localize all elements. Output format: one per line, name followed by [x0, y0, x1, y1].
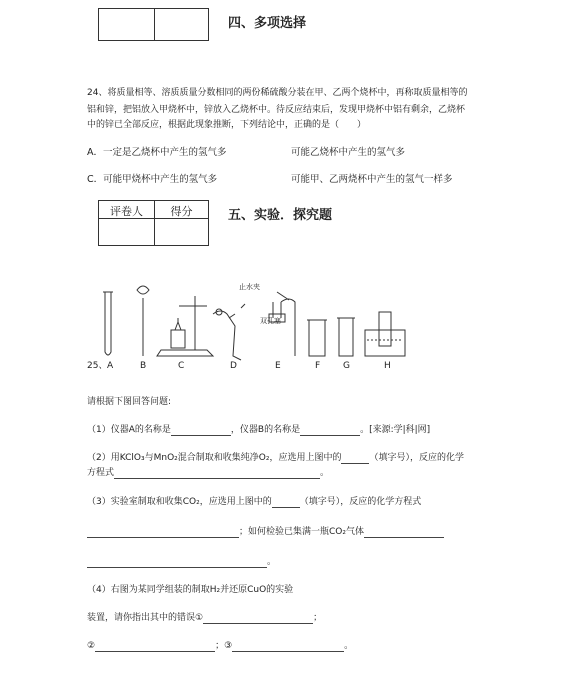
q24-option-c[interactable]: C．可能甲烧杯中产生的氢气多 [87, 174, 218, 185]
q24-line-1: 24、将质量相等、溶质质量分数相同的两份稀硫酸分装在甲、乙两个烧杯中，再称取质量相等的 [87, 88, 468, 98]
section-5-title: 五、实验．探究题 [228, 208, 333, 223]
q25-p1-text-a: （1）仪器A的名称是 [87, 425, 171, 435]
q25-p4-blank-1[interactable] [203, 613, 313, 624]
q25-p1-text-c: 。[来源:学|科|网] [360, 425, 431, 435]
q24-option-d[interactable]: 可能甲、乙两烧杯中产生的氢气一样多 [291, 174, 453, 185]
apparatus-label-h: H [384, 361, 391, 371]
top-score-box-divider [154, 9, 155, 40]
q25-p3-blank-a[interactable] [272, 497, 300, 508]
q24-line-2: 铝和锌，把铝放入甲烧杯中，锌放入乙烧杯中。待反应结束后，发现甲烧杯中铝有剩余，乙烧杯 [87, 105, 466, 115]
q25-p3-text-b: （填字号），反应的化学方程式 [299, 497, 422, 507]
q25-part-3-line-3 [87, 557, 276, 568]
q25-p4-text-e: ；③ [215, 641, 233, 651]
q25-p3-text-c: ；如何检验已集满一瓶CO₂气体 [239, 527, 364, 537]
q25-prefix: 25、 [87, 361, 108, 371]
q25-intro: 请根据下图回答问题: [87, 397, 172, 407]
q25-part-2-line-1 [87, 453, 464, 464]
q25-part-3-line-2 [87, 527, 444, 538]
q25-p4-text-b: 装置，请你指出其中的错误① [87, 613, 204, 623]
apparatus-h-trough [365, 312, 405, 356]
q25-p4-text-f: 。 [344, 641, 354, 651]
q25-part-1 [87, 425, 430, 436]
q25-part-4-line-2 [87, 613, 322, 624]
q25-p4-blank-2[interactable] [95, 641, 215, 652]
q25-p3-blank-c[interactable] [364, 527, 444, 538]
q25-p2-text-b: （填字号），反应的化学 [369, 453, 464, 463]
apparatus-c-stand [157, 296, 213, 356]
q25-p2-text-c: 方程式 [87, 468, 115, 478]
apparatus-g-gas-jar [337, 318, 355, 356]
q25-p1-blank-a[interactable] [171, 425, 231, 436]
apparatus-label-b: B [140, 361, 147, 371]
apparatus-a-test-tube [103, 292, 113, 355]
q25-part-4-line-1: （4）右图为某同学组装的制取H₂并还原CuO的实验 [87, 585, 294, 595]
clamp-label: 止水夹 [239, 283, 260, 291]
q25-p1-blank-b[interactable] [300, 425, 360, 436]
q25-p1-text-b: ，仪器B的名称是 [230, 425, 301, 435]
top-score-box [98, 8, 209, 41]
apparatus-label-g: G [343, 361, 350, 371]
stopper-label: 双孔塞 [260, 317, 281, 325]
apparatus-d-tubing [213, 304, 245, 360]
apparatus-label-e: E [275, 361, 281, 371]
apparatus-label-a: A [107, 361, 114, 371]
q25-p3-text-a: （3）实验室制取和收集CO₂，应选用上图中的 [87, 497, 272, 507]
q24-option-a[interactable]: A．一定是乙烧杯中产生的氢气多 [87, 147, 227, 158]
q24-line-3: 中的锌已全部反应，根据此现象推断，下列结论中，正确的是（ ） [87, 120, 367, 130]
score-label: 得分 [170, 205, 193, 218]
apparatus-b-funnel [137, 286, 149, 356]
q25-p3-blank-b[interactable] [87, 527, 239, 538]
q25-p4-text-d: ② [87, 641, 96, 651]
q25-p2-text-a: （2）用KClO₃与MnO₂混合制取和收集纯净O₂，应选用上图中的 [87, 453, 342, 463]
apparatus-label-f: F [315, 361, 321, 371]
q24-option-b[interactable]: 可能乙烧杯中产生的氢气多 [291, 147, 406, 158]
apparatus-label-d: D [230, 361, 237, 371]
q25-p2-text-d: 。 [320, 468, 330, 478]
q25-part-3-line-1 [87, 497, 421, 508]
apparatus-f-gas-jar [307, 320, 327, 356]
q25-p3-blank-d[interactable] [87, 557, 267, 568]
q25-p2-blank-b[interactable] [114, 468, 320, 479]
reviewer-label: 评卷人 [110, 205, 143, 218]
q25-p4-blank-3[interactable] [232, 641, 344, 652]
q25-p4-text-c: ； [313, 613, 323, 623]
reviewer-score-table [98, 200, 209, 246]
q25-p2-blank-a[interactable] [341, 453, 369, 464]
section-4-title: 四、多项选择 [228, 16, 307, 31]
q25-part-2-line-2 [87, 468, 329, 479]
q25-p3-text-d: 。 [267, 557, 277, 567]
apparatus-label-c: C [178, 361, 185, 371]
q25-part-4-line-3 [87, 641, 353, 652]
